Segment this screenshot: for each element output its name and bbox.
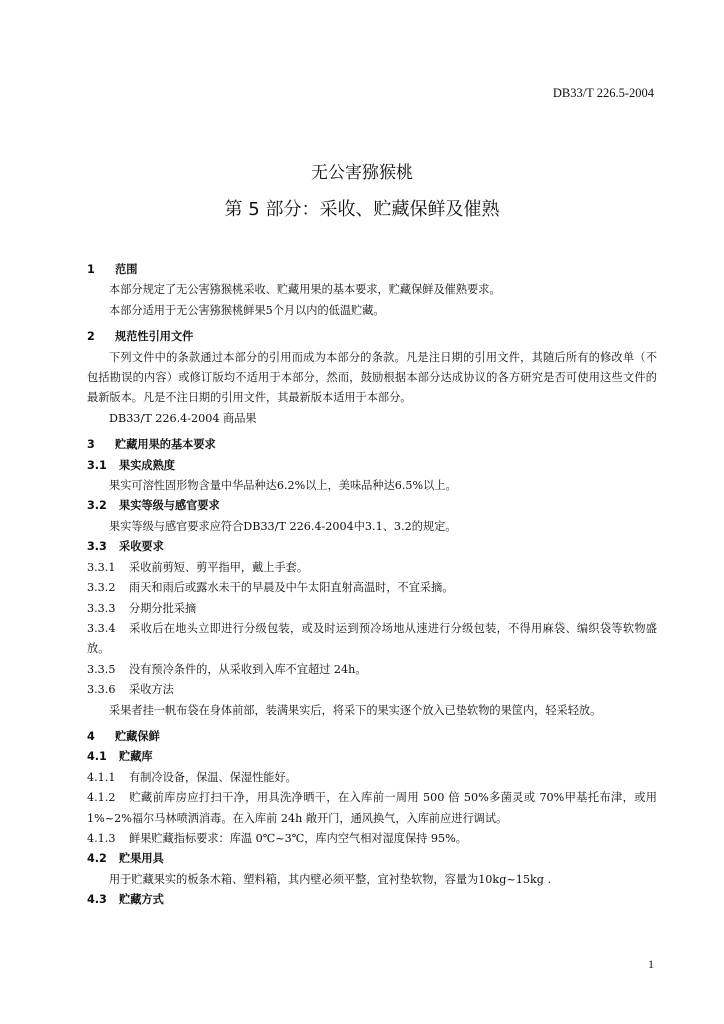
section-3-heading: 3 贮藏用果的基本要求	[87, 438, 216, 452]
clause-3-3-6: 3.3.6 采收方法	[87, 683, 174, 697]
s1-paragraph-1: 本部分规定了无公害猕猴桃采收、贮藏用果的基本要求，贮藏保鲜及催熟要求。	[109, 283, 501, 297]
section-3-1-heading: 3.1 果实成熟度	[87, 458, 175, 472]
s2-paragraph: 下列文件中的条款通过本部分的引用而成为本部分的条款。凡是注日期的引用文件，其随后所有的修改单（不包括勘误的内容）或修订版均不适用于本部分，然而，鼓励根据本部分达成协议的各方研究是否可使用这些文件的最新版本。凡是不注日期的引用文件，其最新版本适用于本部分。	[87, 350, 657, 405]
document-subtitle: 第 5 部分：采收、贮藏保鲜及催熟	[224, 199, 500, 220]
s3-1-text: 果实可溶性固形物含量中华品种达6.2%以上，美味品种达6.5%以上。	[109, 479, 457, 493]
clause-4-1-3: 4.1.3 鲜果贮藏指标要求：库温 0℃~3℃，库内空气相对湿度保持 95%。	[87, 831, 467, 845]
standard-code: DB33/T 226.5-2004	[552, 86, 654, 100]
clause-3-3-2: 3.3.2 雨天和雨后或露水未干的早晨及中午太阳直射高温时，不宜采摘。	[87, 581, 454, 595]
section-4-1-heading: 4.1 贮藏库	[87, 750, 153, 764]
section-1-heading: 1 范围	[87, 263, 138, 276]
clause-3-3-4: 3.3.4 采收后在地头立即进行分级包装，或及时运到预冷场地从速进行分级包装，不得用麻袋、编织袋等软物盛放。	[87, 621, 657, 656]
clause-3-3-1: 3.3.1 采收前剪短、剪平指甲，戴上手套。	[87, 560, 309, 574]
section-4-2-heading: 4.2 贮果用具	[87, 852, 164, 866]
clause-4-1-2: 4.1.2 贮藏前库房应打扫干净，用具洗净晒干，在入库前一周用 500 倍 50%多菌灵或 70%甲基托布津，或用 1%~2%福尔马林喷洒消毒。在入库前 24h 敞开门，通风换气，入库前应进行调试。	[87, 791, 657, 825]
clause-3-3-5: 3.3.5 没有预冷条件的，从采收到入库不宜超过 24h。	[87, 662, 367, 676]
section-4-heading: 4 贮藏保鲜	[87, 729, 160, 743]
section-4-3-heading: 4.3 贮藏方式	[87, 893, 164, 907]
s3-3-6-paragraph: 采果者挂一帆布袋在身体前部，装满果实后，将采下的果实逐个放入已垫软物的果筐内，轻采轻放。	[109, 703, 602, 717]
document-body	[87, 260, 657, 911]
s4-2-text: 用于贮藏果实的板条木箱、塑料箱，其内壁必须平整，宜衬垫软物，容量为10kg~15kg .	[109, 872, 552, 886]
s1-paragraph-2: 本部分适用于无公害猕猴桃鲜果5个月以内的低温贮藏。	[109, 303, 385, 317]
s3-2-text: 果实等级与感官要求应符合DB33/T 226.4-2004中3.1、3.2的规定。	[109, 519, 457, 533]
section-2-heading: 2 规范性引用文件	[87, 330, 194, 344]
section-3-2-heading: 3.2 果实等级与感官要求	[87, 499, 220, 513]
section-3-3-heading: 3.3 采收要求	[87, 540, 164, 554]
s2-reference: DB33/T 226.4-2004 商品果	[109, 411, 257, 425]
clause-3-3-3: 3.3.3 分期分批采摘	[87, 601, 197, 615]
page-number: 1	[648, 957, 654, 971]
clause-4-1-1: 4.1.1 有制冷设备，保温、保湿性能好。	[87, 770, 297, 784]
document-title: 无公害猕猴桃	[311, 163, 413, 183]
